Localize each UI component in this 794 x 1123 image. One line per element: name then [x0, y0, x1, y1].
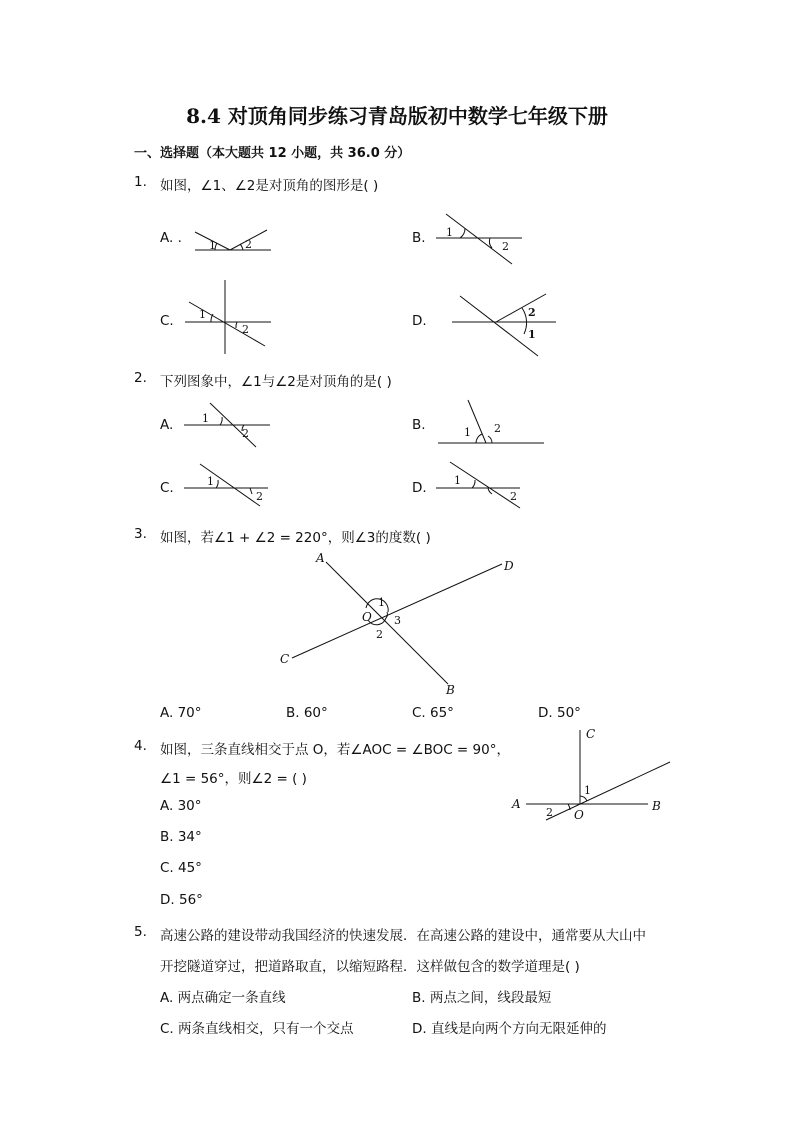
- q1-c-angle-1: 1: [199, 308, 206, 321]
- q5-option-c[interactable]: C. 两条直线相交，只有一个交点: [160, 1021, 354, 1037]
- q1-figure-d: [450, 290, 560, 360]
- q3-angle-3: 3: [394, 614, 401, 627]
- q2-a-angle-1: 1: [202, 412, 209, 425]
- q1-option-c-label[interactable]: C.: [160, 313, 174, 329]
- q2-a-angle-2: 2: [242, 427, 249, 440]
- q3-option-c[interactable]: C. 65°: [412, 705, 454, 721]
- q4-option-b[interactable]: B. 34°: [160, 829, 202, 845]
- q2-b-angle-2: 2: [494, 422, 501, 435]
- q1-option-d-label[interactable]: D.: [412, 313, 427, 329]
- q1-number: 1.: [134, 174, 147, 190]
- q4-stem-line2: ∠1 = 56°，则∠2 = ( ): [160, 771, 307, 787]
- q3-angle-1: 1: [378, 596, 385, 609]
- q2-c-angle-2: 2: [256, 490, 263, 503]
- q5-number: 5.: [134, 924, 147, 940]
- q2-number: 2.: [134, 370, 147, 386]
- q2-figure-c: [182, 460, 277, 510]
- q2-figure-d: [434, 458, 526, 512]
- q2-d-angle-2: 2: [510, 490, 517, 503]
- q1-d-angle-2: 2: [528, 306, 536, 319]
- page-title: 8.4 对顶角同步练习青岛版初中数学七年级下册: [186, 104, 608, 128]
- q4-option-a[interactable]: A. 30°: [160, 798, 202, 814]
- q3-figure: [270, 548, 530, 698]
- q5-option-a[interactable]: A. 两点确定一条直线: [160, 990, 286, 1006]
- q2-option-b-label[interactable]: B.: [412, 417, 426, 433]
- q2-d-angle-1: 1: [454, 474, 461, 487]
- q1-figure-c: [185, 278, 275, 358]
- q4-figure: [506, 724, 666, 824]
- q4-angle-2: 2: [546, 806, 553, 819]
- q4-stem-line1: 如图，三条直线相交于点 O，若∠AOC = ∠BOC = 90°，: [160, 742, 510, 758]
- q4-number: 4.: [134, 738, 147, 754]
- q5-stem-line1: 高速公路的建设带动我国经济的快速发展．在高速公路的建设中，通常要从大山中: [160, 928, 646, 944]
- q1-stem: 如图，∠1、∠2是对顶角的图形是( ): [160, 178, 379, 194]
- q4-option-d[interactable]: D. 56°: [160, 892, 203, 908]
- q3-point-d: D: [504, 559, 514, 573]
- q4-option-c[interactable]: C. 45°: [160, 860, 202, 876]
- q2-b-angle-1: 1: [464, 426, 471, 439]
- q1-b-angle-2: 2: [502, 240, 509, 253]
- q1-b-angle-1: 1: [446, 226, 453, 239]
- q3-angle-2: 2: [376, 628, 383, 641]
- q1-a-angle-2: 2: [245, 238, 252, 251]
- q4-point-c: C: [586, 727, 596, 741]
- q2-stem: 下列图象中，∠1与∠2是对顶角的是( ): [160, 374, 392, 390]
- q3-stem: 如图，若∠1 + ∠2 = 220°，则∠3的度数( ): [160, 530, 431, 546]
- q1-option-b-label[interactable]: B.: [412, 230, 426, 246]
- q3-option-b[interactable]: B. 60°: [286, 705, 328, 721]
- q4-point-a: A: [512, 797, 521, 811]
- q5-stem-line2: 开挖隧道穿过，把道路取直，以缩短路程．这样做包含的数学道理是( ): [160, 959, 580, 975]
- q1-figure-a: [185, 218, 275, 258]
- q2-option-c-label[interactable]: C.: [160, 480, 174, 496]
- q3-point-b: B: [446, 683, 455, 697]
- q2-figure-a: [182, 395, 277, 455]
- q2-c-angle-1: 1: [207, 475, 214, 488]
- q3-point-c: C: [280, 652, 290, 666]
- q4-angle-1: 1: [584, 784, 591, 797]
- q2-option-a-label[interactable]: A.: [160, 417, 174, 433]
- q1-d-angle-1: 1: [528, 328, 536, 341]
- section-heading: 一、选择题（本大题共 12 小题，共 36.0 分）: [134, 146, 411, 161]
- q3-option-d[interactable]: D. 50°: [538, 705, 581, 721]
- q3-point-o: O: [362, 610, 372, 624]
- q1-a-angle-1: 1: [209, 239, 216, 252]
- q5-option-b[interactable]: B. 两点之间，线段最短: [412, 990, 552, 1006]
- q1-c-angle-2: 2: [242, 323, 249, 336]
- q3-point-a: A: [316, 551, 325, 565]
- q5-option-d[interactable]: D. 直线是向两个方向无限延伸的: [412, 1021, 607, 1037]
- q3-option-a[interactable]: A. 70°: [160, 705, 202, 721]
- q4-point-o: O: [574, 808, 584, 822]
- q2-figure-b: [436, 398, 548, 448]
- q1-figure-b: [432, 208, 527, 268]
- q4-point-b: B: [652, 799, 661, 813]
- q1-option-a-label[interactable]: A. .: [160, 230, 182, 246]
- q2-option-d-label[interactable]: D.: [412, 480, 427, 496]
- q3-number: 3.: [134, 526, 147, 542]
